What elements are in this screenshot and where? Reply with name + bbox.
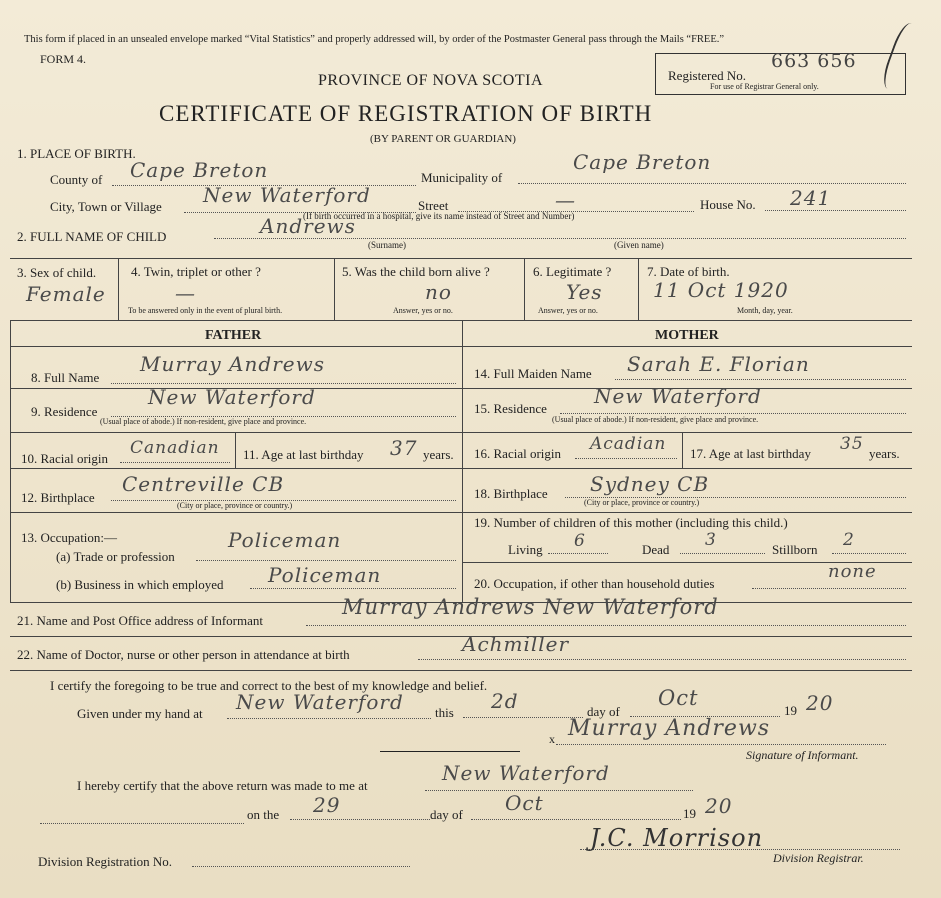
page-subtitle: (BY PARENT OR GUARDIAN): [370, 133, 516, 145]
given-day-of-label: day of: [587, 704, 620, 719]
registrar-day-of-label: day of: [430, 807, 463, 822]
hospital-note: (If birth occurred in a hospital, give its name instead of Street and Number): [303, 211, 575, 221]
father-name-value: Murray Andrews: [140, 352, 325, 376]
street-label: Street: [418, 198, 449, 213]
registered-number-box: [655, 50, 906, 95]
father-trade-line: [196, 560, 456, 561]
mother-birthplace-label: 18. Birthplace: [474, 486, 548, 501]
father-age-label: 11. Age at last birthday: [243, 447, 364, 462]
division-registration-line: [192, 866, 410, 867]
father-name-label: 8. Full Name: [31, 370, 100, 385]
house-line: [765, 210, 906, 211]
mother-divider-4: [462, 512, 912, 513]
mother-residence-label: 15. Residence: [474, 401, 547, 416]
mother-dead-value: 3: [705, 530, 717, 550]
mother-living-value: 6: [574, 531, 586, 551]
father-occupation-label: 13. Occupation:—: [21, 530, 118, 545]
row-divider-top: [10, 258, 912, 259]
father-racial-label: 10. Racial origin: [21, 451, 109, 466]
municipality-label: Municipality of: [421, 170, 503, 185]
doctor-value: Achmiller: [462, 632, 570, 656]
registrar-month-line: [471, 819, 681, 820]
center-rule: [380, 751, 520, 752]
dob-label: 7. Date of birth.: [647, 264, 730, 279]
mother-residence-value: New Waterford: [594, 384, 762, 408]
informant-signature-line: [556, 744, 886, 745]
father-birthplace-value: Centreville CB: [122, 472, 285, 496]
doctor-line: [418, 659, 906, 660]
registrar-place-line: [425, 790, 693, 791]
form-number: FORM 4.: [40, 52, 87, 66]
father-trade-label: (a) Trade or profession: [56, 549, 175, 564]
street-value: —: [555, 188, 576, 212]
mother-racial-line: [575, 458, 677, 459]
registrar-lead-line: [40, 823, 244, 824]
father-racial-value: Canadian: [130, 438, 220, 458]
doctor-divider: [10, 670, 912, 671]
mother-living-line: [548, 553, 608, 554]
surname-note: (Surname): [368, 240, 406, 250]
col-divider-2: [334, 258, 335, 320]
mother-maiden-label: 14. Full Maiden Name: [474, 366, 592, 381]
mother-heading: MOTHER: [655, 328, 719, 343]
given-year-prefix: 19: [784, 703, 797, 718]
registrar-year-suffix: 20: [705, 794, 733, 818]
row-divider-bottom: [10, 320, 912, 321]
mother-occupation-line: [752, 588, 906, 589]
mother-maiden-value: Sarah E. Florian: [627, 352, 810, 376]
father-residence-value: New Waterford: [148, 385, 316, 409]
given-place-line: [227, 718, 431, 719]
father-racial-line: [120, 462, 230, 463]
given-place-value: New Waterford: [236, 690, 404, 714]
col-divider-1: [118, 258, 119, 320]
registered-value: 663 656: [771, 50, 857, 72]
municipality-line: [518, 183, 906, 184]
legitimate-value: Yes: [566, 280, 603, 304]
registrar-signature: J.C. Morrison: [590, 824, 764, 852]
informant-value: Murray Andrews New Waterford: [342, 595, 719, 619]
mother-divider-3: [462, 468, 912, 469]
alive-label: 5. Was the child born alive ?: [342, 264, 490, 279]
house-value: 241: [790, 186, 832, 210]
registrar-note: For use of Registrar General only.: [710, 82, 819, 91]
registrar-day-value: 29: [313, 793, 341, 817]
city-label: City, Town or Village: [50, 199, 162, 214]
registrar-on-label: on the: [247, 807, 280, 822]
father-business-value: Policeman: [268, 563, 382, 587]
dob-value: 11 Oct 1920: [653, 278, 789, 302]
registrar-place-value: New Waterford: [442, 761, 610, 785]
mother-maiden-line: [615, 379, 906, 380]
mother-children-label: 19. Number of children of this mother (including this child.): [474, 515, 788, 530]
mother-racial-label: 16. Racial origin: [474, 446, 562, 461]
mother-occupation-label: 20. Occupation, if other than household duties: [474, 576, 715, 591]
child-name-line: [214, 238, 906, 239]
sex-label: 3. Sex of child.: [17, 265, 97, 280]
division-registration-label: Division Registration No.: [38, 854, 172, 869]
city-value: New Waterford: [203, 183, 371, 207]
father-residence-note: (Usual place of abode.) If non-resident, give place and province.: [100, 417, 307, 426]
father-heading: FATHER: [205, 328, 262, 343]
mother-age-value: 35: [840, 434, 864, 454]
father-divider-4: [10, 512, 462, 513]
informant-label: 21. Name and Post Office address of Informant: [17, 613, 263, 628]
mother-birthplace-note: (City or place, province or country.): [584, 498, 700, 507]
certify-statement: I certify the foregoing to be true and correct to the best of my knowledge and belief.: [50, 678, 488, 693]
legitimate-label: 6. Legitimate ?: [533, 264, 612, 279]
given-label: Given under my hand at: [77, 706, 203, 721]
section-left-border: [10, 320, 11, 602]
house-label: House No.: [700, 197, 756, 212]
county-value: Cape Breton: [130, 158, 269, 182]
father-birthplace-label: 12. Birthplace: [21, 490, 95, 505]
given-this-label: this: [435, 705, 454, 720]
legitimate-note: Answer, yes or no.: [538, 306, 598, 315]
twin-value: —: [175, 281, 196, 305]
postal-notice: This form if placed in an unsealed envelope marked “Vital Statistics” and properly addressed will, by order of the Postmaster General pass through the Mails “FREE.”: [24, 34, 725, 45]
mother-residence-note: (Usual place of abode.) If non-resident, give place and province.: [552, 415, 759, 424]
informant-sign-mark: x: [549, 732, 555, 746]
child-name-value: Andrews: [260, 214, 356, 238]
doctor-label: 22. Name of Doctor, nurse or other person in attendance at birth: [17, 647, 350, 662]
province-heading: PROVINCE OF NOVA SCOTIA: [318, 72, 544, 89]
father-birthplace-note: (City or place, province or country.): [177, 501, 293, 510]
given-name-note: (Given name): [614, 240, 664, 250]
father-trade-value: Policeman: [228, 528, 342, 552]
place-heading: 1. PLACE OF BIRTH.: [17, 146, 136, 161]
given-day-line: [463, 717, 583, 718]
mother-occupation-value: none: [828, 561, 877, 582]
registrar-statement: I hereby certify that the above return was made to me at: [77, 778, 368, 793]
father-name-line: [111, 383, 456, 384]
mother-age-divider: [682, 432, 683, 468]
mother-stillborn-value: 2: [843, 530, 855, 550]
father-age-value: 37: [390, 436, 418, 460]
municipality-value: Cape Breton: [573, 150, 712, 174]
informant-signature-caption: Signature of Informant.: [746, 748, 859, 762]
given-month-value: Oct: [658, 686, 699, 710]
father-business-line: [250, 588, 456, 589]
registrar-year-prefix: 19: [683, 806, 696, 821]
father-divider-3: [10, 468, 462, 469]
parents-heading-divider: [10, 346, 912, 347]
page-title: CERTIFICATE OF REGISTRATION OF BIRTH: [159, 101, 653, 126]
registrar-month-value: Oct: [505, 791, 544, 815]
col-divider-3: [524, 258, 525, 320]
col-divider-4: [638, 258, 639, 320]
mother-living-label: Living: [508, 542, 543, 557]
informant-divider: [10, 636, 912, 637]
alive-value: no: [425, 280, 452, 304]
father-residence-label: 9. Residence: [31, 404, 98, 419]
mother-age-label: 17. Age at last birthday: [690, 446, 811, 461]
twin-label: 4. Twin, triplet or other ?: [131, 264, 261, 279]
mother-birthplace-value: Sydney CB: [590, 472, 710, 496]
twin-note: To be answered only in the event of plural birth.: [128, 306, 283, 315]
registrar-signature-caption: Division Registrar.: [773, 851, 864, 865]
mother-residence-line: [560, 413, 906, 414]
informant-line: [306, 625, 906, 626]
father-years: years.: [423, 447, 454, 462]
registrar-day-line: [290, 819, 430, 820]
mother-years: years.: [869, 446, 900, 461]
father-business-label: (b) Business in which employed: [56, 577, 224, 592]
dob-note: Month, day, year.: [737, 306, 793, 315]
mother-racial-value: Acadian: [590, 434, 667, 454]
mother-dead-line: [680, 553, 765, 554]
mother-divider-2: [462, 432, 912, 433]
mother-dead-label: Dead: [642, 542, 670, 557]
father-age-divider: [235, 432, 236, 468]
sex-value: Female: [26, 282, 106, 306]
child-name-label: 2. FULL NAME OF CHILD: [17, 229, 167, 244]
alive-note: Answer, yes or no.: [393, 306, 453, 315]
county-label: County of: [50, 172, 103, 187]
mother-stillborn-line: [832, 553, 906, 554]
given-year-suffix: 20: [806, 691, 834, 715]
parents-divider: [462, 320, 463, 602]
mother-stillborn-label: Stillborn: [772, 542, 818, 557]
given-day-value: 2d: [491, 689, 519, 713]
registered-label: Registered No.: [668, 68, 746, 83]
informant-signature: Murray Andrews: [568, 716, 771, 741]
father-divider-2: [10, 432, 462, 433]
